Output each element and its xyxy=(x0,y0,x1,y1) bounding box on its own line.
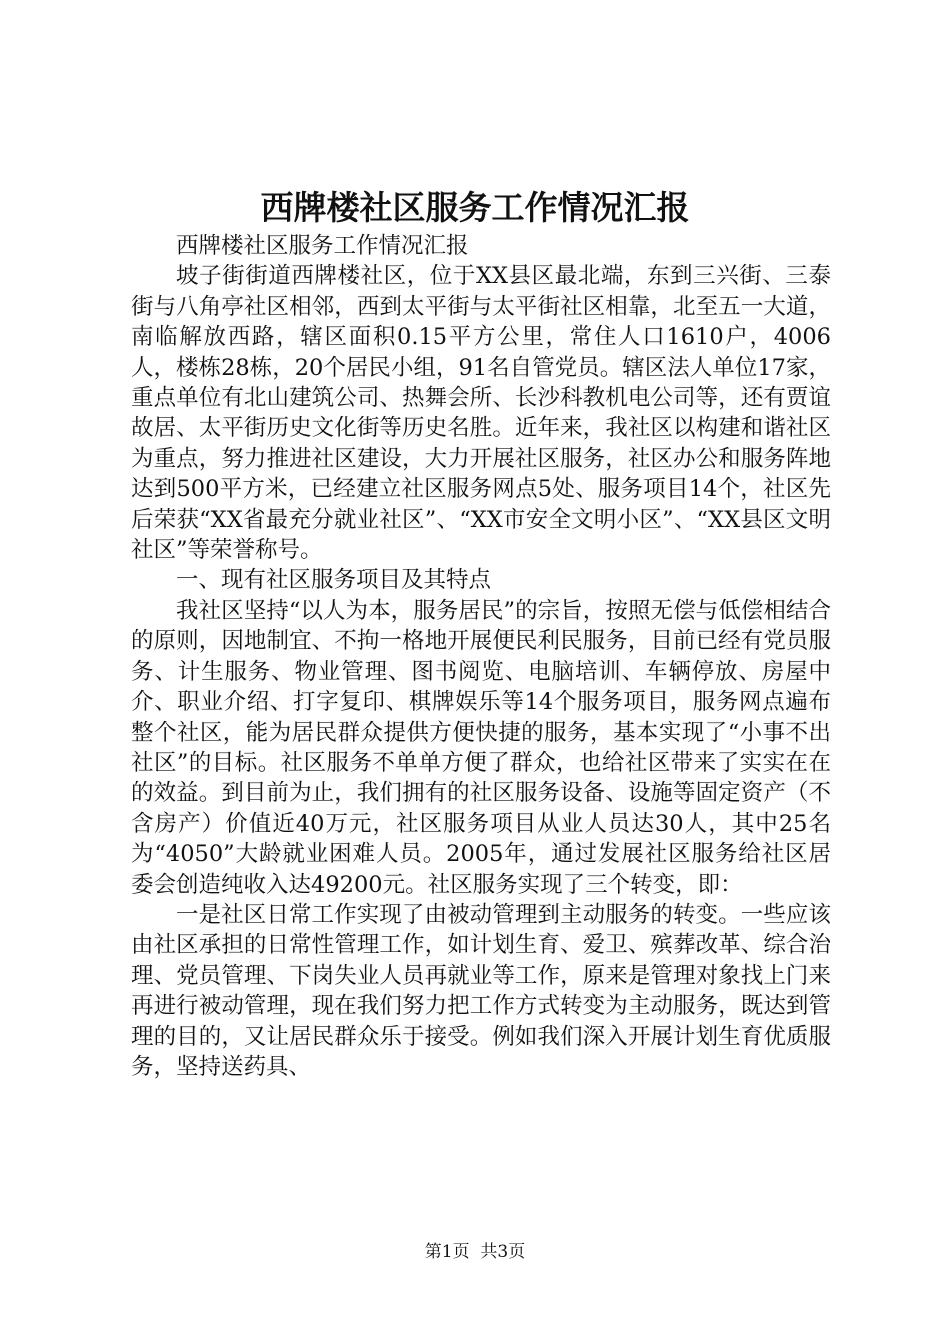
section-heading-1: 一、现有社区服务项目及其特点 xyxy=(176,567,492,594)
page-footer xyxy=(0,1240,950,1264)
document-body xyxy=(131,231,831,1082)
page-total: 共3页 xyxy=(480,1242,526,1262)
paragraph-transformation-1: 一是社区日常工作实现了由被动管理到主动服务的转变。一些应该由社区承担的日常性管理工作，如计划生育、爱卫、殡葬改革、综合治理、党员管理、下岗失业人员再就业等工作，原来是管理对象找上门来再进行被动管理，现在我们努力把工作方式转变为主动服务，既达到管理的目的，又让居民群众乐于接受。例如我们深入开展计划生育优质服务，坚持送药具、 xyxy=(131,901,831,1080)
page-number: 第1页 xyxy=(424,1242,470,1262)
paragraph-service-items: 我社区坚持“以人为本，服务居民”的宗旨，按照无偿与低偿相结合的原则，因地制宜、不拘一格地开展便民利民服务，目前已经有党员服务、计生服务、物业管理、图书阅览、电脑培训、车辆停放、房屋中介、职业介绍、打字复印、棋牌娱乐等14个服务项目，服务网点遍布整个社区，能为居民群众提供方便快捷的服务，基本实现了“小事不出社区”的目标。社区服务不单单方便了群众，也给社区带来了实实在在的效益。到目前为止，我们拥有的社区服务设备、设施等固定资产（不含房产）价值近40万元，社区服务项目从业人员达30人，其中25名为“4050”大龄就业困难人员。2005年，通过发展社区服务给社区居委会创造纯收入达49200元。社区服务实现了三个转变，即： xyxy=(131,597,831,898)
paragraph-repeat-title: 西牌楼社区服务工作情况汇报 xyxy=(176,233,469,259)
paragraph-community-overview: 坡子街街道西牌楼社区，位于XX县区最北端，东到三兴街、三泰街与八角亭社区相邻，西到太平街与太平街社区相靠，北至五一大道，南临解放西路，辖区面积0.15平方公里，常住人口1610户，4006人，楼栋28栋，20个居民小组，91名自管党员。辖区法人单位17家，重点单位有北山建筑公司、热舞会所、长沙科教机电公司等，还有贾谊故居、太平街历史文化街等历史名胜。近年来，我社区以构建和谐社区为重点，努力推进社区建设，大力开展社区服务，社区办公和服务阵地达到500平方米，已经建立社区服务网点5处、服务项目14个，社区先后荣获“XX省最充分就业社区”、“XX市安全文明小区”、“XX县区文明社区”等荣誉称号。 xyxy=(131,263,831,564)
document-title: 西牌楼社区服务工作情况汇报 xyxy=(260,188,690,227)
